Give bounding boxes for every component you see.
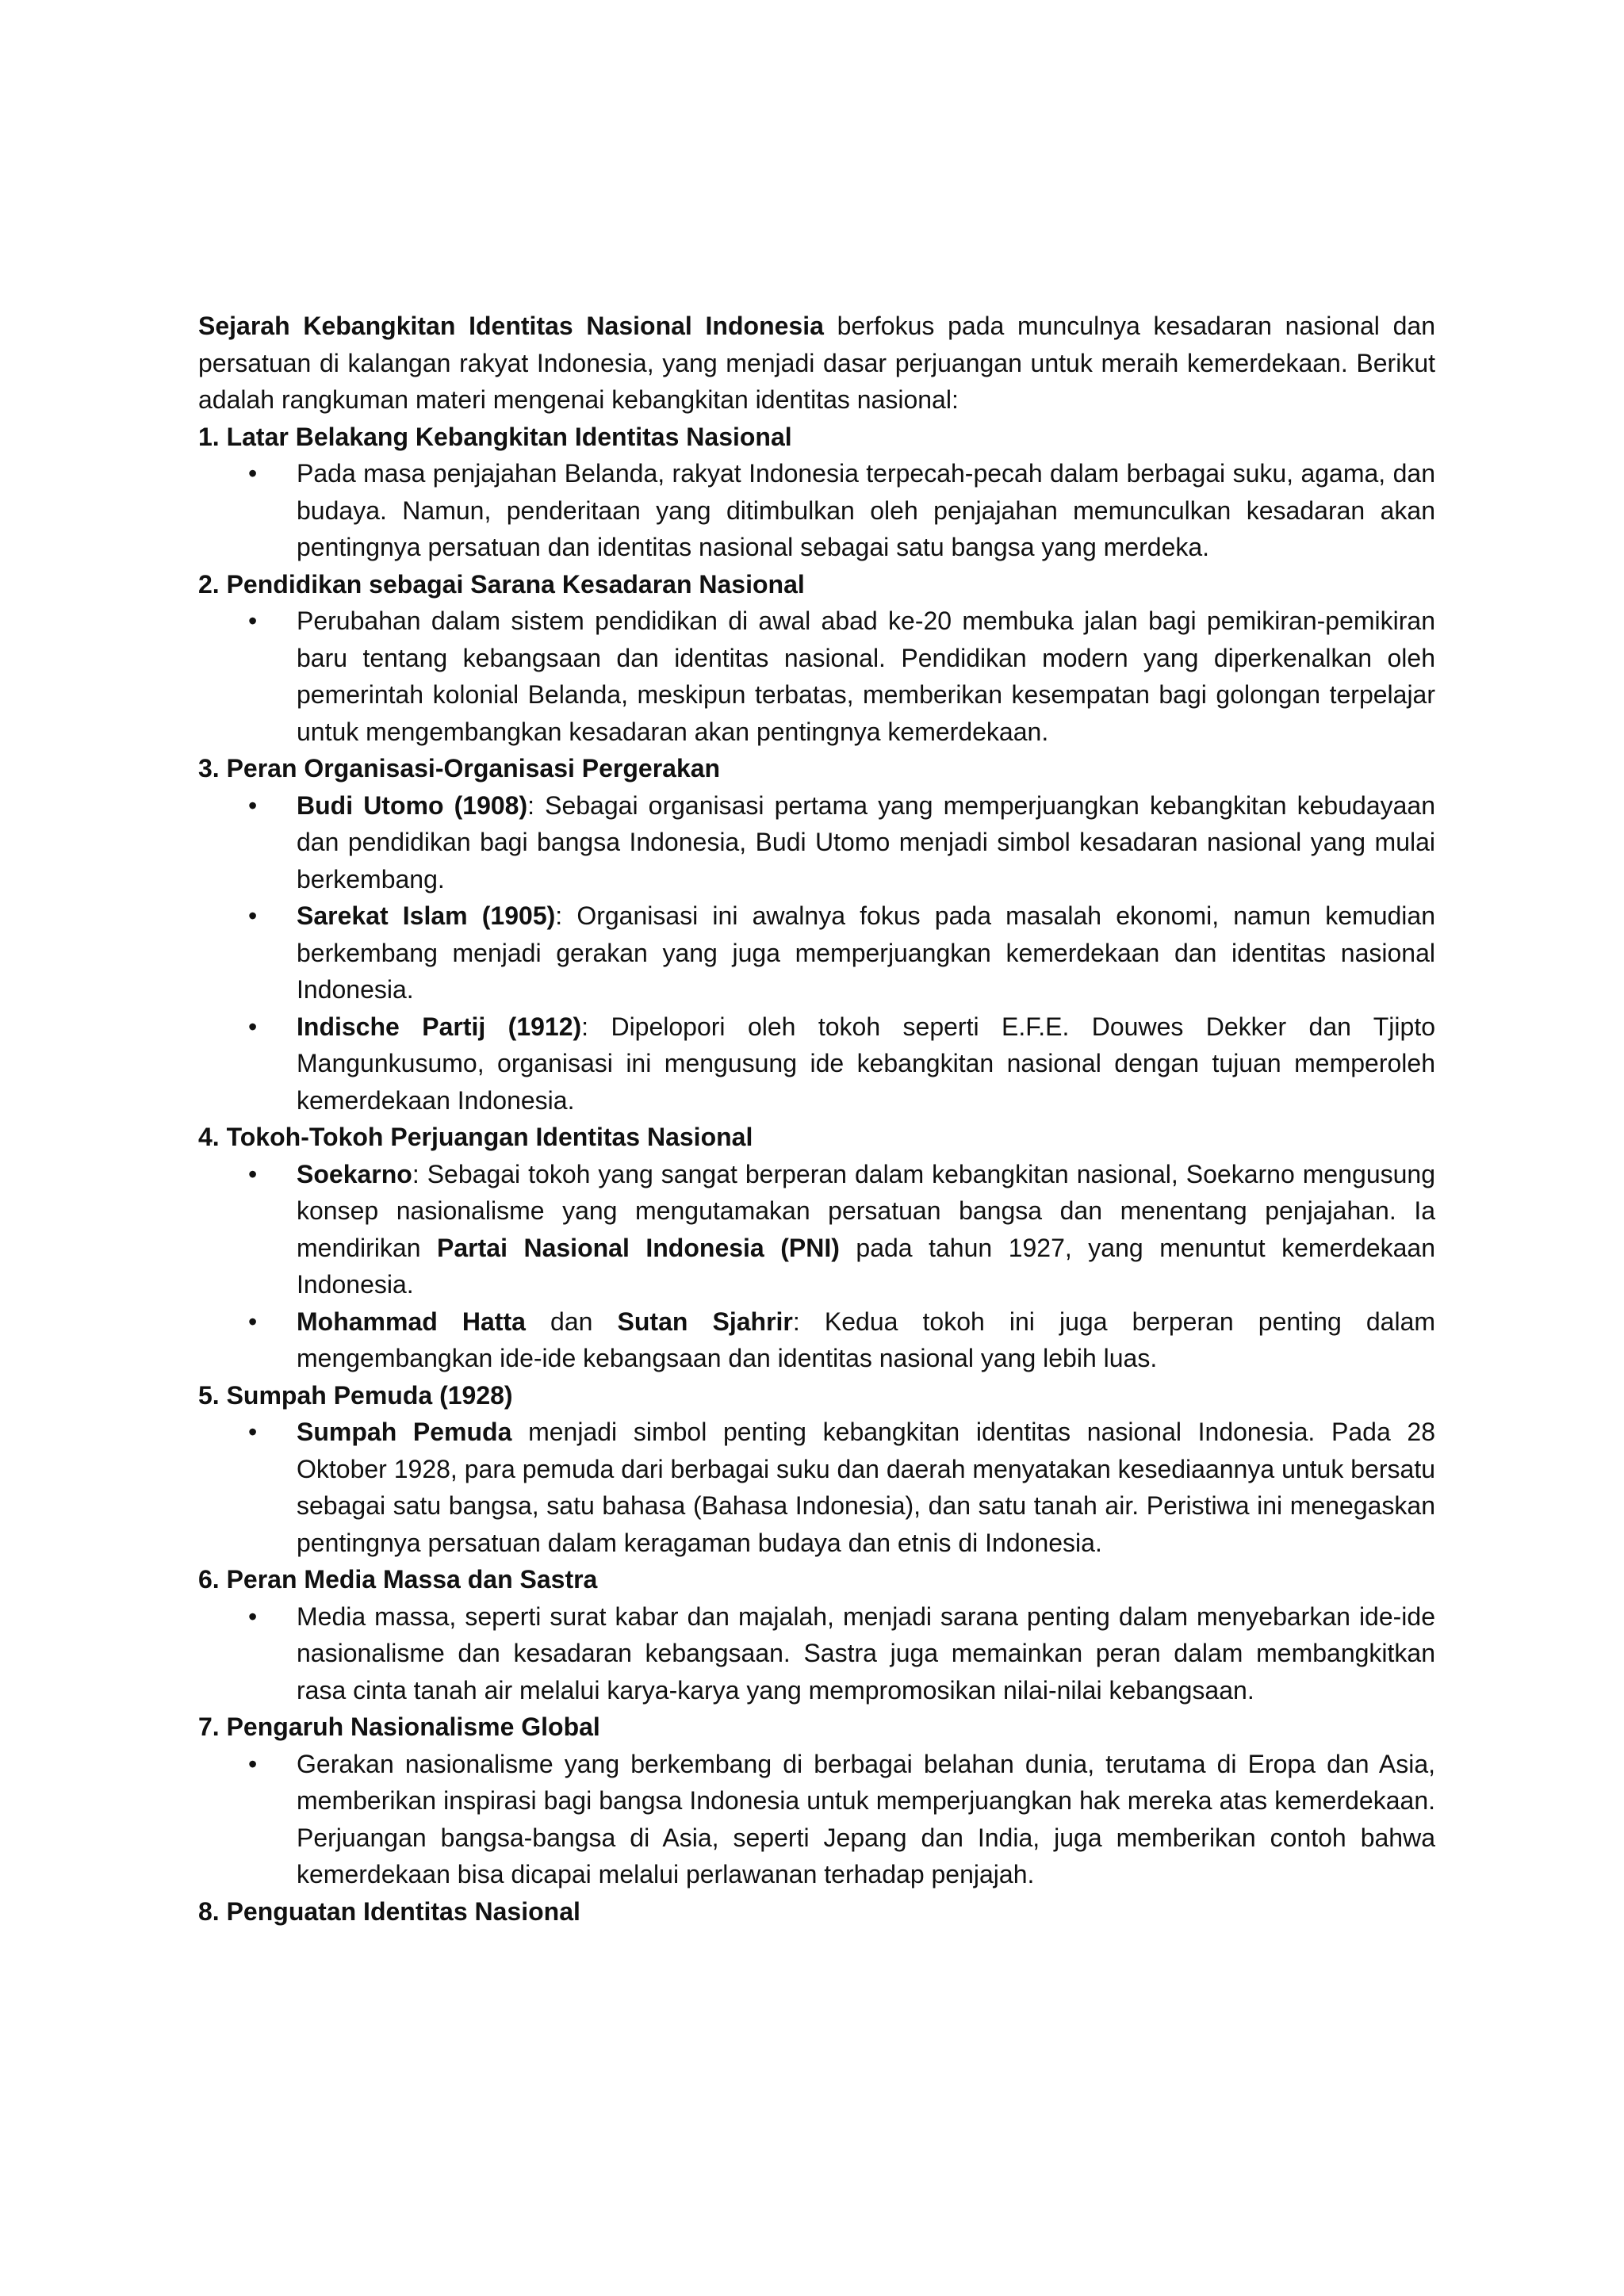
list-item (248, 603, 1435, 750)
section-heading: 7. Pengaruh Nasionalisme Global (198, 1712, 600, 1741)
section-heading: 8. Penguatan Identitas Nasional (198, 1896, 580, 1926)
item-text: dan (525, 1307, 618, 1336)
item-text: Media massa, seperti surat kabar dan majalah, menjadi sarana penting dalam menyebarkan ide-ide nasionalisme dan kesadaran kebangsaan. Sastra juga memainkan peran dalam membangkitkan rasa cinta tanah air melalui karya-karya yang mempromosikan nilai-nilai kebangsaan. (297, 1601, 1435, 1705)
list-item (248, 787, 1436, 898)
bold-term: Mohammad Hatta (297, 1307, 526, 1336)
item-text: : Kedua tokoh ini juga berperan penting dalam mengembangkan ide-ide kebangsaan dan identitas nasional yang lebih luas. (297, 1307, 1436, 1372)
bullet-icon: • (248, 607, 258, 635)
bullet-icon: • (248, 1012, 258, 1041)
bullet-icon: • (248, 1749, 258, 1778)
bullet-list (198, 455, 1435, 566)
sections-container (198, 419, 1435, 1931)
item-text: menjadi simbol penting kebangkitan identitas nasional Indonesia. Pada 28 Oktober 1928, para pemuda dari berbagai suku dan daerah menyatakan kesediaannya untuk bersatu sebagai satu bangsa, satu bahasa (Bahasa Indonesia), dan satu tanah air. Peristiwa ini menegaskan pentingnya persatuan dalam keragaman budaya dan etnis di Indonesia. (297, 1418, 1436, 1557)
list-item (248, 1746, 1435, 1893)
bullet-icon: • (248, 790, 258, 820)
bullet-list (198, 787, 1435, 1119)
bold-term: Soekarno (297, 1159, 412, 1188)
bullet-icon: • (248, 459, 258, 488)
section-heading: 2. Pendidikan sebagai Sarana Kesadaran Nasional (198, 569, 805, 599)
document-page (198, 308, 1435, 1930)
bullet-list (198, 1414, 1435, 1561)
bullet-list (198, 1598, 1435, 1709)
list-item (248, 455, 1435, 566)
section-heading: 1. Latar Belakang Kebangkitan Identitas Nasional (198, 422, 792, 451)
section-heading: 4. Tokoh-Tokoh Perjuangan Identitas Nasional (198, 1123, 753, 1151)
list-item (248, 1598, 1435, 1709)
section-heading: 6. Peran Media Massa dan Sastra (198, 1565, 598, 1594)
item-text: Perubahan dalam sistem pendidikan di awal abad ke-20 membuka jalan bagi pemikiran-pemikiran baru tentang kebangsaan dan identitas nasional. Pendidikan modern yang diperkenalkan oleh pemerintah kolonial Belanda, meskipun terbatas, memberikan kesempatan bagi golongan terpelajar untuk mengembangkan kesadaran akan pentingnya kemerdekaan. (297, 607, 1435, 746)
section-heading: 5. Sumpah Pemuda (1928) (198, 1380, 513, 1410)
bullet-icon: • (248, 1307, 258, 1336)
bullet-icon: • (248, 1601, 258, 1631)
item-text: Gerakan nasionalisme yang berkembang di berbagai belahan dunia, terutama di Eropa dan Asia, memberikan inspirasi bagi bangsa Indonesia untuk memperjuangkan hak mereka atas kemerdekaan. Perjuangan bangsa-bangsa di Asia, seperti Jepang dan India, juga memberikan contoh bahwa kemerdekaan bisa dicapai melalui perlawanan terhadap penjajah. (297, 1749, 1435, 1888)
item-text: : Organisasi ini awalnya fokus pada masalah ekonomi, namun kemudian berkembang menjadi gerakan yang juga memperjuangkan kemerdekaan dan identitas nasional Indonesia. (297, 901, 1436, 1004)
item-text: : Sebagai tokoh yang sangat berperan dalam kebangkitan nasional, Soekarno mengusung konsep nasionalisme yang mengutamakan persatuan bangsa dan menentang penjajahan. Ia mendirikan (297, 1159, 1435, 1262)
list-item (248, 1156, 1436, 1303)
item-text: : Sebagai organisasi pertama yang memperjuangkan kebangkitan kebudayaan dan pendidikan bagi bangsa Indonesia, Budi Utomo menjadi simbol kesadaran nasional yang mulai berkembang. (297, 790, 1436, 894)
bold-term: Indische Partij (1912) (297, 1012, 582, 1041)
section-heading: 3. Peran Organisasi-Organisasi Pergerakan (198, 754, 721, 783)
bullet-icon: • (248, 1418, 258, 1446)
list-item (248, 1303, 1436, 1377)
bold-term: Budi Utomo (1908) (297, 790, 528, 820)
intro-text: berfokus pada munculnya kesadaran nasional dan persatuan di kalangan rakyat Indonesia, yang menjadi dasar perjuangan untuk meraih kemerdekaan. Berikut adalah rangkuman materi mengenai kebangkitan identitas nasional: (198, 312, 1436, 414)
list-item (248, 1414, 1436, 1561)
bold-term: Sumpah Pemuda (297, 1418, 512, 1446)
list-item (248, 1008, 1435, 1119)
bold-term: Sarekat Islam (1905) (297, 901, 556, 930)
item-text: pada tahun 1927, yang menuntut kemerdekaan Indonesia. (297, 1233, 1436, 1299)
bullet-list (198, 1156, 1435, 1377)
bold-term: Partai Nasional Indonesia (PNI) (437, 1233, 840, 1262)
intro-paragraph (198, 308, 1435, 419)
intro-title: Sejarah Kebangkitan Identitas Nasional Indonesia (198, 312, 824, 340)
item-text: Pada masa penjajahan Belanda, rakyat Indonesia terpecah-pecah dalam berbagai suku, agama, dan budaya. Namun, penderitaan yang ditimbulkan oleh penjajahan memunculkan kesadaran akan pentingnya persatuan dan identitas nasional sebagai satu bangsa yang merdeka. (297, 459, 1435, 561)
item-text: : Dipelopori oleh tokoh seperti E.F.E. Douwes Dekker dan Tjipto Mangunkusumo, organisasi ini mengusung ide kebangkitan nasional dengan tujuan memperoleh kemerdekaan Indonesia. (297, 1012, 1435, 1115)
bullet-icon: • (248, 901, 258, 930)
bullet-list (198, 603, 1435, 750)
bullet-icon: • (248, 1159, 258, 1188)
list-item (248, 897, 1436, 1008)
bullet-list (198, 1746, 1435, 1893)
bold-term: Sutan Sjahrir (617, 1307, 793, 1336)
